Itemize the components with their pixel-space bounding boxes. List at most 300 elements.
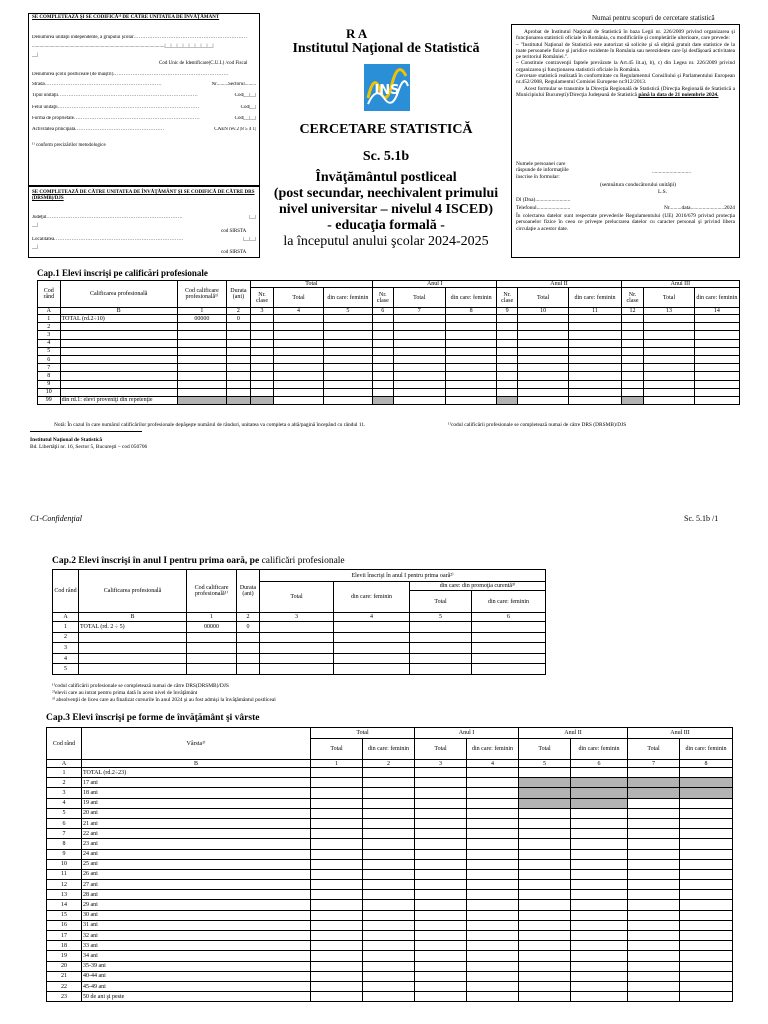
cap3-cell[interactable] <box>680 808 733 818</box>
field-unit-name-line2[interactable]: ..........................................................................................................|__|__|__|__|__|__|__|__| <box>32 44 214 49</box>
cap1-cell[interactable] <box>517 396 568 404</box>
cap1-cell[interactable] <box>323 323 372 331</box>
cap3-cell[interactable] <box>628 961 680 971</box>
cap1-cell[interactable] <box>250 372 274 380</box>
cap3-cell[interactable] <box>628 890 680 900</box>
cap1-cell[interactable] <box>250 347 274 355</box>
cap3-cell[interactable] <box>467 941 519 951</box>
cap2-row-codcal[interactable] <box>187 664 237 675</box>
cap3-cell[interactable] <box>311 900 363 910</box>
cap3-cell[interactable] <box>415 920 467 930</box>
cap1-cell[interactable] <box>445 372 496 380</box>
cap3-cell[interactable] <box>680 890 733 900</box>
field-ownership[interactable]: Forma de proprietate ........................................................................ Cod |__|__| <box>32 116 256 121</box>
cap3-cell[interactable] <box>415 910 467 920</box>
cap3-cell[interactable] <box>467 992 519 1002</box>
cap1-cell[interactable] <box>497 315 518 323</box>
cap1-row-label[interactable] <box>60 388 177 396</box>
cap1-cell[interactable] <box>393 355 445 363</box>
cap1-cell[interactable] <box>569 331 621 339</box>
cap3-cell[interactable] <box>415 890 467 900</box>
cap3-cell[interactable] <box>467 981 519 991</box>
cap1-cell[interactable] <box>250 331 274 339</box>
cap3-cell[interactable] <box>519 818 571 828</box>
cap3-cell[interactable] <box>680 818 733 828</box>
cap2-cell[interactable] <box>260 664 334 675</box>
cap3-cell[interactable] <box>628 869 680 879</box>
cap1-cell[interactable] <box>250 364 274 372</box>
cap3-cell[interactable] <box>467 788 519 798</box>
cap1-cell[interactable] <box>445 331 496 339</box>
cap2-cell[interactable] <box>472 632 546 643</box>
cap3-cell[interactable] <box>363 839 415 849</box>
cap2-cell[interactable] <box>410 622 472 633</box>
cap3-cell[interactable] <box>415 992 467 1002</box>
cap1-row-codcal[interactable] <box>177 388 226 396</box>
cap3-cell[interactable] <box>680 839 733 849</box>
cap3-cell[interactable] <box>628 829 680 839</box>
cap1-cell[interactable] <box>497 331 518 339</box>
cap1-cell[interactable] <box>373 355 394 363</box>
cap1-cell[interactable] <box>323 355 372 363</box>
cap3-cell[interactable] <box>519 808 571 818</box>
cap2-cell[interactable] <box>410 632 472 643</box>
cap1-cell[interactable] <box>517 372 568 380</box>
cap1-cell[interactable] <box>373 315 394 323</box>
cap1-cell[interactable] <box>497 347 518 355</box>
cap2-row-codcal[interactable] <box>187 653 237 664</box>
cap1-cell[interactable] <box>445 315 496 323</box>
cap3-cell[interactable] <box>571 839 628 849</box>
cap1-row-codcal[interactable] <box>177 347 226 355</box>
cap3-cell[interactable] <box>680 829 733 839</box>
cap1-cell[interactable] <box>445 339 496 347</box>
cap2-row-label[interactable] <box>79 653 187 664</box>
cap1-row-durata[interactable] <box>227 396 251 404</box>
cap1-cell[interactable] <box>274 347 323 355</box>
cap3-cell[interactable] <box>519 992 571 1002</box>
cap1-cell[interactable] <box>644 364 694 372</box>
cap1-cell[interactable] <box>274 364 323 372</box>
cap3-cell[interactable] <box>680 910 733 920</box>
cap3-cell[interactable] <box>680 869 733 879</box>
cap3-cell[interactable] <box>311 798 363 808</box>
cap3-cell[interactable] <box>467 869 519 879</box>
cap3-cell[interactable] <box>363 818 415 828</box>
cap3-cell[interactable] <box>311 768 363 778</box>
cap2-row-codcal[interactable] <box>187 643 237 654</box>
cap3-cell[interactable] <box>415 951 467 961</box>
cap1-row-label[interactable] <box>60 364 177 372</box>
cap1-cell[interactable] <box>323 372 372 380</box>
cap3-cell[interactable] <box>467 808 519 818</box>
cap3-cell[interactable] <box>571 808 628 818</box>
cap2-row-durata[interactable] <box>237 653 260 664</box>
cap1-cell[interactable] <box>694 331 739 339</box>
cap3-cell[interactable] <box>571 829 628 839</box>
cap3-cell[interactable] <box>415 768 467 778</box>
cap1-cell[interactable] <box>274 396 323 404</box>
cap1-cell[interactable] <box>644 339 694 347</box>
cap3-cell[interactable] <box>519 981 571 991</box>
cap1-cell[interactable] <box>621 339 644 347</box>
field-dl[interactable]: Dl (Dna).......................... <box>516 197 571 203</box>
respondent-name-line[interactable]: ............................. <box>652 169 692 175</box>
cap1-cell[interactable] <box>517 364 568 372</box>
cap1-cell[interactable] <box>569 339 621 347</box>
cap3-cell[interactable] <box>311 920 363 930</box>
cap2-cell[interactable] <box>472 653 546 664</box>
cap1-cell[interactable] <box>393 364 445 372</box>
cap1-cell[interactable] <box>445 347 496 355</box>
cap1-cell[interactable] <box>497 380 518 388</box>
cap1-cell[interactable] <box>621 331 644 339</box>
cap1-cell[interactable] <box>497 355 518 363</box>
cap1-row-durata[interactable] <box>227 364 251 372</box>
cap1-cell[interactable] <box>250 388 274 396</box>
cap3-cell[interactable] <box>311 788 363 798</box>
cap3-cell[interactable] <box>467 859 519 869</box>
cap3-cell[interactable] <box>571 992 628 1002</box>
cap3-cell[interactable] <box>415 859 467 869</box>
cap3-cell[interactable] <box>311 869 363 879</box>
cap1-row-label[interactable] <box>60 372 177 380</box>
cap1-cell[interactable] <box>274 355 323 363</box>
cap1-row-codcal[interactable] <box>177 380 226 388</box>
cap1-cell[interactable] <box>393 380 445 388</box>
cap1-cell[interactable] <box>393 339 445 347</box>
cap1-cell[interactable] <box>644 323 694 331</box>
cap3-cell[interactable] <box>415 808 467 818</box>
cap1-row-durata[interactable] <box>227 380 251 388</box>
cap3-cell[interactable] <box>467 951 519 961</box>
cap1-row-durata[interactable] <box>227 355 251 363</box>
cap1-cell[interactable] <box>323 347 372 355</box>
cap1-cell[interactable] <box>569 355 621 363</box>
cap1-cell[interactable] <box>694 396 739 404</box>
cap3-cell[interactable] <box>628 981 680 991</box>
cap3-cell[interactable] <box>311 971 363 981</box>
cap2-row-label[interactable] <box>79 664 187 675</box>
cap1-cell[interactable] <box>497 364 518 372</box>
cap3-cell[interactable] <box>680 768 733 778</box>
cap3-cell[interactable] <box>363 808 415 818</box>
cap3-cell[interactable] <box>311 910 363 920</box>
cap1-row-codcal[interactable] <box>177 355 226 363</box>
cap3-cell[interactable] <box>519 961 571 971</box>
cap1-cell[interactable] <box>644 388 694 396</box>
cap3-cell[interactable] <box>415 788 467 798</box>
cap1-row-durata[interactable] <box>227 323 251 331</box>
cap2-cell[interactable] <box>260 622 334 633</box>
cap1-row-durata[interactable] <box>227 372 251 380</box>
cap2-row-durata[interactable] <box>237 632 260 643</box>
cap3-cell[interactable] <box>571 900 628 910</box>
cap1-row-codcal[interactable] <box>177 396 226 404</box>
cap3-cell[interactable] <box>363 971 415 981</box>
cap1-row-label[interactable] <box>60 339 177 347</box>
cap1-cell[interactable] <box>644 396 694 404</box>
cap1-cell[interactable] <box>621 372 644 380</box>
cap3-cell[interactable] <box>571 951 628 961</box>
cap3-cell[interactable] <box>571 941 628 951</box>
cap3-cell[interactable] <box>628 808 680 818</box>
cap3-cell[interactable] <box>680 992 733 1002</box>
cap1-cell[interactable] <box>445 396 496 404</box>
cap3-cell[interactable] <box>363 910 415 920</box>
cap1-cell[interactable] <box>517 355 568 363</box>
cap3-cell[interactable] <box>415 971 467 981</box>
cap3-cell[interactable] <box>628 992 680 1002</box>
cap3-cell[interactable] <box>415 941 467 951</box>
cap3-cell[interactable] <box>311 808 363 818</box>
cap3-cell[interactable] <box>415 931 467 941</box>
cap3-cell[interactable] <box>680 961 733 971</box>
cap1-cell[interactable] <box>694 323 739 331</box>
cap1-row-durata[interactable] <box>227 388 251 396</box>
cap1-cell[interactable] <box>323 364 372 372</box>
cap3-cell[interactable] <box>519 920 571 930</box>
cap3-cell[interactable] <box>311 981 363 991</box>
cap1-cell[interactable] <box>274 380 323 388</box>
cap3-cell[interactable] <box>628 931 680 941</box>
cap1-cell[interactable] <box>250 323 274 331</box>
field-unit-kind[interactable]: Felul unităţii ................................................................................. Cod |__| <box>32 105 256 110</box>
cap1-cell[interactable] <box>373 372 394 380</box>
cap2-cell[interactable] <box>334 622 410 633</box>
cap1-cell[interactable] <box>250 355 274 363</box>
cap1-cell[interactable] <box>497 339 518 347</box>
cap3-cell[interactable] <box>363 920 415 930</box>
cap2-cell[interactable] <box>334 653 410 664</box>
cap1-cell[interactable] <box>445 388 496 396</box>
cap1-cell[interactable] <box>323 388 372 396</box>
cap1-cell[interactable] <box>393 347 445 355</box>
cap3-cell[interactable] <box>571 890 628 900</box>
cap1-cell[interactable] <box>621 323 644 331</box>
cap1-cell[interactable] <box>694 339 739 347</box>
cap1-cell[interactable] <box>250 339 274 347</box>
cap2-cell[interactable] <box>472 643 546 654</box>
cap1-row-durata[interactable] <box>227 331 251 339</box>
cap3-cell[interactable] <box>680 920 733 930</box>
cap2-row-label[interactable] <box>79 643 187 654</box>
cap3-cell[interactable] <box>363 941 415 951</box>
cap3-cell[interactable] <box>571 961 628 971</box>
cap2-cell[interactable] <box>410 643 472 654</box>
cap3-cell[interactable] <box>311 818 363 828</box>
cap3-cell[interactable] <box>363 859 415 869</box>
cap3-cell[interactable] <box>467 880 519 890</box>
cap3-cell[interactable] <box>415 778 467 788</box>
cap1-cell[interactable] <box>644 347 694 355</box>
field-unit-name[interactable]: Denumirea unităţii independente, a grupului şcolar ................................................................. <box>32 35 248 40</box>
cap1-cell[interactable] <box>569 323 621 331</box>
cap3-cell[interactable] <box>680 798 733 808</box>
cap1-cell[interactable] <box>373 364 394 372</box>
cap1-cell[interactable] <box>621 388 644 396</box>
cap3-cell[interactable] <box>467 818 519 828</box>
cap1-cell[interactable] <box>393 315 445 323</box>
cap1-cell[interactable] <box>621 380 644 388</box>
cap1-cell[interactable] <box>569 315 621 323</box>
cap3-cell[interactable] <box>519 900 571 910</box>
cap1-cell[interactable] <box>373 339 394 347</box>
cap1-row-codcal[interactable] <box>177 323 226 331</box>
cap1-cell[interactable] <box>323 396 372 404</box>
cap3-cell[interactable] <box>363 768 415 778</box>
cap3-cell[interactable] <box>519 829 571 839</box>
cap3-cell[interactable] <box>311 941 363 951</box>
cap1-cell[interactable] <box>694 315 739 323</box>
cap2-cell[interactable] <box>260 643 334 654</box>
cap1-cell[interactable] <box>274 372 323 380</box>
cap1-cell[interactable] <box>644 315 694 323</box>
cap3-cell[interactable] <box>628 910 680 920</box>
cap3-cell[interactable] <box>467 798 519 808</box>
cap1-cell[interactable] <box>393 396 445 404</box>
cap3-cell[interactable] <box>363 880 415 890</box>
cap3-cell[interactable] <box>311 961 363 971</box>
cap3-cell[interactable] <box>311 839 363 849</box>
cap1-cell[interactable] <box>274 315 323 323</box>
cap1-row-codcal[interactable] <box>177 364 226 372</box>
cap3-cell[interactable] <box>363 778 415 788</box>
cap3-cell[interactable] <box>680 859 733 869</box>
cap3-cell[interactable] <box>628 880 680 890</box>
cap1-cell[interactable] <box>569 347 621 355</box>
cap3-cell[interactable] <box>519 951 571 961</box>
cap1-row-codcal[interactable] <box>177 339 226 347</box>
cap1-row-durata[interactable] <box>227 347 251 355</box>
cap1-cell[interactable] <box>517 323 568 331</box>
cap3-cell[interactable] <box>311 849 363 859</box>
cap1-cell[interactable] <box>445 364 496 372</box>
cap3-cell[interactable] <box>571 818 628 828</box>
cap3-cell[interactable] <box>628 849 680 859</box>
cap1-cell[interactable] <box>569 372 621 380</box>
cap3-cell[interactable] <box>628 920 680 930</box>
cap1-cell[interactable] <box>274 331 323 339</box>
cap1-cell[interactable] <box>517 331 568 339</box>
cap3-cell[interactable] <box>311 951 363 961</box>
cap3-cell[interactable] <box>467 910 519 920</box>
cap3-cell[interactable] <box>571 768 628 778</box>
cap2-cell[interactable] <box>334 632 410 643</box>
cap3-cell[interactable] <box>519 768 571 778</box>
cap3-cell[interactable] <box>519 931 571 941</box>
cap2-row-label[interactable] <box>79 632 187 643</box>
cap3-cell[interactable] <box>519 971 571 981</box>
cap2-row-durata[interactable] <box>237 643 260 654</box>
field-telefon[interactable]: Telefonul......................... Nr.........data.........................2024 <box>516 205 735 211</box>
field-street[interactable]: Strada ................................................................... Nr ......... Sectorul ......... <box>32 82 256 87</box>
cap1-cell[interactable] <box>323 315 372 323</box>
cap3-cell[interactable] <box>519 880 571 890</box>
cap1-cell[interactable] <box>497 372 518 380</box>
cap3-cell[interactable] <box>628 859 680 869</box>
cap1-cell[interactable] <box>621 315 644 323</box>
cap1-row-label[interactable] <box>60 347 177 355</box>
cap3-cell[interactable] <box>519 859 571 869</box>
cap3-cell[interactable] <box>363 798 415 808</box>
cap3-cell[interactable] <box>363 869 415 879</box>
cap1-cell[interactable] <box>569 396 621 404</box>
cap3-cell[interactable] <box>467 971 519 981</box>
cap1-row-label[interactable] <box>60 323 177 331</box>
cap3-cell[interactable] <box>415 981 467 991</box>
cap1-cell[interactable] <box>694 364 739 372</box>
cap1-cell[interactable] <box>694 380 739 388</box>
cap1-cell[interactable] <box>644 380 694 388</box>
field-school-name[interactable]: Denumirea şcolii postliceale (de maiştri) .................................................................. <box>32 72 229 77</box>
cap3-cell[interactable] <box>415 829 467 839</box>
cap3-cell[interactable] <box>363 931 415 941</box>
cap1-cell[interactable] <box>323 339 372 347</box>
cap3-cell[interactable] <box>680 951 733 961</box>
cap3-cell[interactable] <box>571 931 628 941</box>
cap3-cell[interactable] <box>363 961 415 971</box>
cap1-cell[interactable] <box>569 364 621 372</box>
cap3-cell[interactable] <box>519 869 571 879</box>
cap2-row-codcal[interactable] <box>187 632 237 643</box>
cap1-row-label[interactable] <box>60 355 177 363</box>
cap1-cell[interactable] <box>694 388 739 396</box>
cap1-cell[interactable] <box>393 372 445 380</box>
cap3-cell[interactable] <box>363 849 415 859</box>
cap3-cell[interactable] <box>415 818 467 828</box>
cap3-cell[interactable] <box>415 961 467 971</box>
cap3-cell[interactable] <box>571 971 628 981</box>
cap3-cell[interactable] <box>519 839 571 849</box>
cap1-cell[interactable] <box>644 355 694 363</box>
cap3-cell[interactable] <box>415 880 467 890</box>
cap3-cell[interactable] <box>680 941 733 951</box>
cap3-cell[interactable] <box>571 920 628 930</box>
cap3-cell[interactable] <box>628 818 680 828</box>
cap1-cell[interactable] <box>644 372 694 380</box>
cap3-cell[interactable] <box>680 880 733 890</box>
cap1-cell[interactable] <box>373 323 394 331</box>
cap1-cell[interactable] <box>621 347 644 355</box>
cap2-row-durata[interactable] <box>237 664 260 675</box>
cap3-cell[interactable] <box>519 890 571 900</box>
cap1-cell[interactable] <box>694 372 739 380</box>
cap1-cell[interactable] <box>373 347 394 355</box>
cap3-cell[interactable] <box>571 910 628 920</box>
cap3-cell[interactable] <box>628 971 680 981</box>
cap3-cell[interactable] <box>467 849 519 859</box>
cap3-cell[interactable] <box>363 890 415 900</box>
cap1-cell[interactable] <box>569 388 621 396</box>
cap3-cell[interactable] <box>680 981 733 991</box>
cap3-cell[interactable] <box>680 900 733 910</box>
cap1-row-label[interactable] <box>60 380 177 388</box>
cap3-cell[interactable] <box>571 849 628 859</box>
cap2-cell[interactable] <box>334 643 410 654</box>
cap3-cell[interactable] <box>363 992 415 1002</box>
cap1-cell[interactable] <box>373 388 394 396</box>
cap3-cell[interactable] <box>311 859 363 869</box>
cap3-cell[interactable] <box>467 961 519 971</box>
cap1-cell[interactable] <box>445 355 496 363</box>
cap3-cell[interactable] <box>363 900 415 910</box>
cap3-cell[interactable] <box>519 849 571 859</box>
cap3-cell[interactable] <box>467 829 519 839</box>
cap3-cell[interactable] <box>467 931 519 941</box>
cap2-cell[interactable] <box>260 653 334 664</box>
cap3-cell[interactable] <box>680 849 733 859</box>
